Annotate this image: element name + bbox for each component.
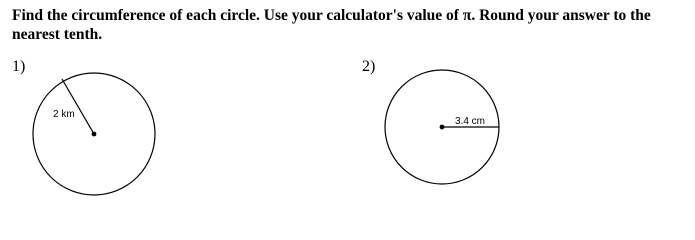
- instructions-text-suffix: . Round your answer to the nearest tenth.: [12, 7, 651, 43]
- problem-1-number: 1): [12, 58, 26, 75]
- instructions-text-prefix: Find the circumference of each circle. Use your calculator's value of: [12, 7, 463, 24]
- problem-2-radius-label: 3.4 cm: [455, 116, 486, 127]
- problem-2-center-point: [440, 125, 445, 130]
- problem-1-circle-figure: [30, 66, 160, 206]
- pi-symbol: π: [462, 7, 472, 24]
- problem-1-radius-line: [62, 79, 94, 134]
- problem-1-center-point: [92, 132, 97, 137]
- problem-2-number: 2): [362, 58, 376, 75]
- problem-2-circle-figure: [380, 66, 510, 206]
- instructions: [12, 6, 682, 44]
- problem-1-radius-label: 2 km: [53, 109, 75, 120]
